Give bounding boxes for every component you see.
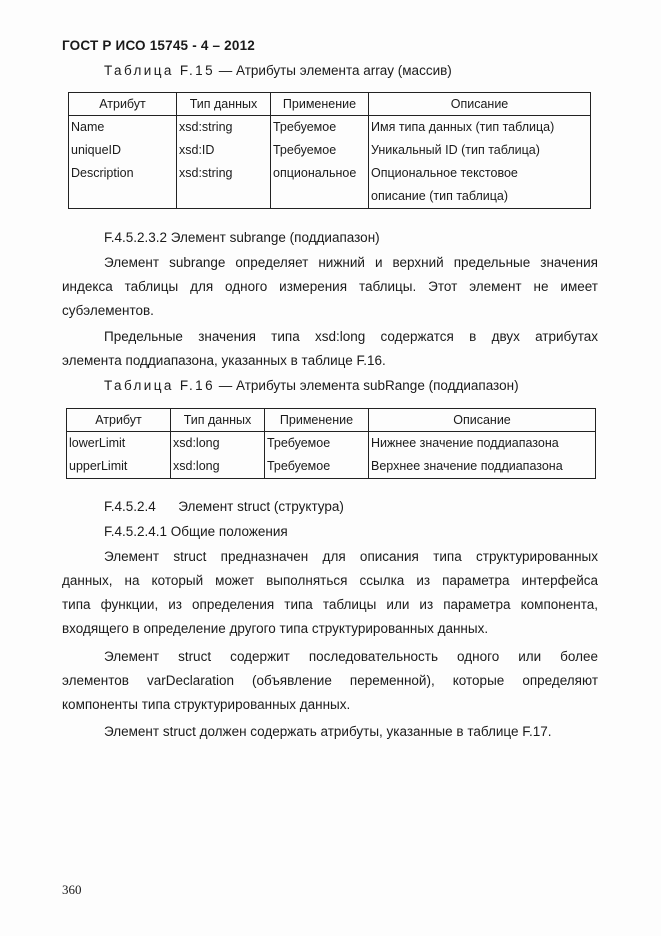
table-cell: Верхнее значение поддиапазона <box>371 459 563 473</box>
table-row <box>67 455 596 479</box>
table-cell <box>273 185 366 208</box>
table-row <box>69 116 591 140</box>
table-cell: Требуемое <box>267 459 331 473</box>
table-row <box>69 139 591 162</box>
table-cell: upperLimit <box>69 459 128 473</box>
table-f16-caption-label: Таблица F.16 <box>104 378 215 393</box>
table-cell: Опциональное текстовое <box>371 166 518 180</box>
table-row <box>69 162 591 185</box>
table-row <box>69 185 591 209</box>
paragraph-subrange-limits <box>62 325 598 373</box>
document-header: ГОСТ Р ИСО 15745 - 4 – 2012 <box>62 38 255 53</box>
paragraph-struct-contents <box>62 645 598 717</box>
table-f16-caption <box>104 378 519 393</box>
table-cell <box>179 185 268 208</box>
column-header: Применение <box>265 409 369 432</box>
column-header: Применение <box>271 93 369 116</box>
paragraph-line: Элемент subrange определяет нижний и верхний предельные значения <box>104 255 598 270</box>
table-f16 <box>66 408 596 479</box>
table-cell: Требуемое <box>267 436 331 450</box>
table-cell: xsd:long <box>173 459 220 473</box>
column-header: Тип данных <box>177 93 271 116</box>
paragraph-line: Предельные значения типа xsd:long содержатся в двух атрибутах <box>104 329 598 344</box>
section-heading-subrange: F.4.5.2.3.2 Элемент subrange (поддиапазон) <box>104 230 380 245</box>
section-heading-struct: F.4.5.2.4 Элемент struct (структура) <box>104 499 344 514</box>
table-cell: Уникальный ID (тип таблица) <box>371 143 540 157</box>
table-cell: xsd:ID <box>179 143 215 157</box>
table-f15-caption-text: — Атрибуты элемента array (массив) <box>215 63 452 78</box>
table-cell: Имя типа данных (тип таблица) <box>371 120 555 134</box>
column-header: Описание <box>369 93 591 116</box>
section-heading-general: F.4.5.2.4.1 Общие положения <box>104 524 288 539</box>
column-header: Атрибут <box>67 409 171 432</box>
page-number: 360 <box>62 882 82 897</box>
paragraph-line: Элемент struct предназначен для описания типа структурированных <box>104 549 598 564</box>
table-row <box>67 432 596 456</box>
table-cell: Name <box>71 120 105 134</box>
table-cell: xsd:long <box>173 436 220 450</box>
table-cell: lowerLimit <box>69 436 126 450</box>
table-f15-caption-label: Таблица F.15 <box>104 63 215 78</box>
paragraph-line: индекса таблицы для одного измерения таблицы. Этот элемент не имеет <box>62 279 598 294</box>
paragraph-line: Элемент struct содержит последовательность одного или более <box>104 649 598 664</box>
paragraph-line: типа функции, из определения типа таблицы или из параметра компонента, <box>62 597 598 612</box>
paragraph-line: входящего в определение другого типа структурированных данных. <box>62 621 489 636</box>
table-cell: xsd:string <box>179 166 233 180</box>
paragraph-subrange-definition <box>62 251 598 323</box>
paragraph-line: данных, на который может выполняться ссылка из параметра интерфейса <box>62 573 598 588</box>
table-f16-caption-text: — Атрибуты элемента subRange (поддиапазон) <box>215 378 519 393</box>
column-header: Атрибут <box>69 93 177 116</box>
table-cell: Нижнее значение поддиапазона <box>371 436 559 450</box>
paragraph-line: элементов varDeclaration (объявление переменной), которые определяют <box>62 673 598 688</box>
paragraph-struct-purpose <box>62 545 598 641</box>
paragraph-struct-attributes: Элемент struct должен содержать атрибуты, указанные в таблице F.17. <box>104 724 552 739</box>
table-cell <box>71 185 174 208</box>
column-header: Описание <box>369 409 596 432</box>
table-cell: xsd:string <box>179 120 233 134</box>
table-header-row <box>67 409 596 432</box>
paragraph-line: компоненты типа структурированных данных. <box>62 697 351 712</box>
table-cell: uniqueID <box>71 143 122 157</box>
table-cell: опциональное <box>273 166 357 180</box>
table-f15 <box>68 92 591 209</box>
table-cell: Требуемое <box>273 143 337 157</box>
table-cell: описание (тип таблица) <box>371 189 509 203</box>
paragraph-line: элемента поддиапазона, указанных в таблице F.16. <box>62 353 386 368</box>
table-header-row <box>69 93 591 116</box>
column-header: Тип данных <box>171 409 265 432</box>
table-cell: Требуемое <box>273 120 337 134</box>
paragraph-line: субэлементов. <box>62 303 154 318</box>
table-f15-caption <box>104 63 452 78</box>
table-cell: Description <box>71 166 134 180</box>
